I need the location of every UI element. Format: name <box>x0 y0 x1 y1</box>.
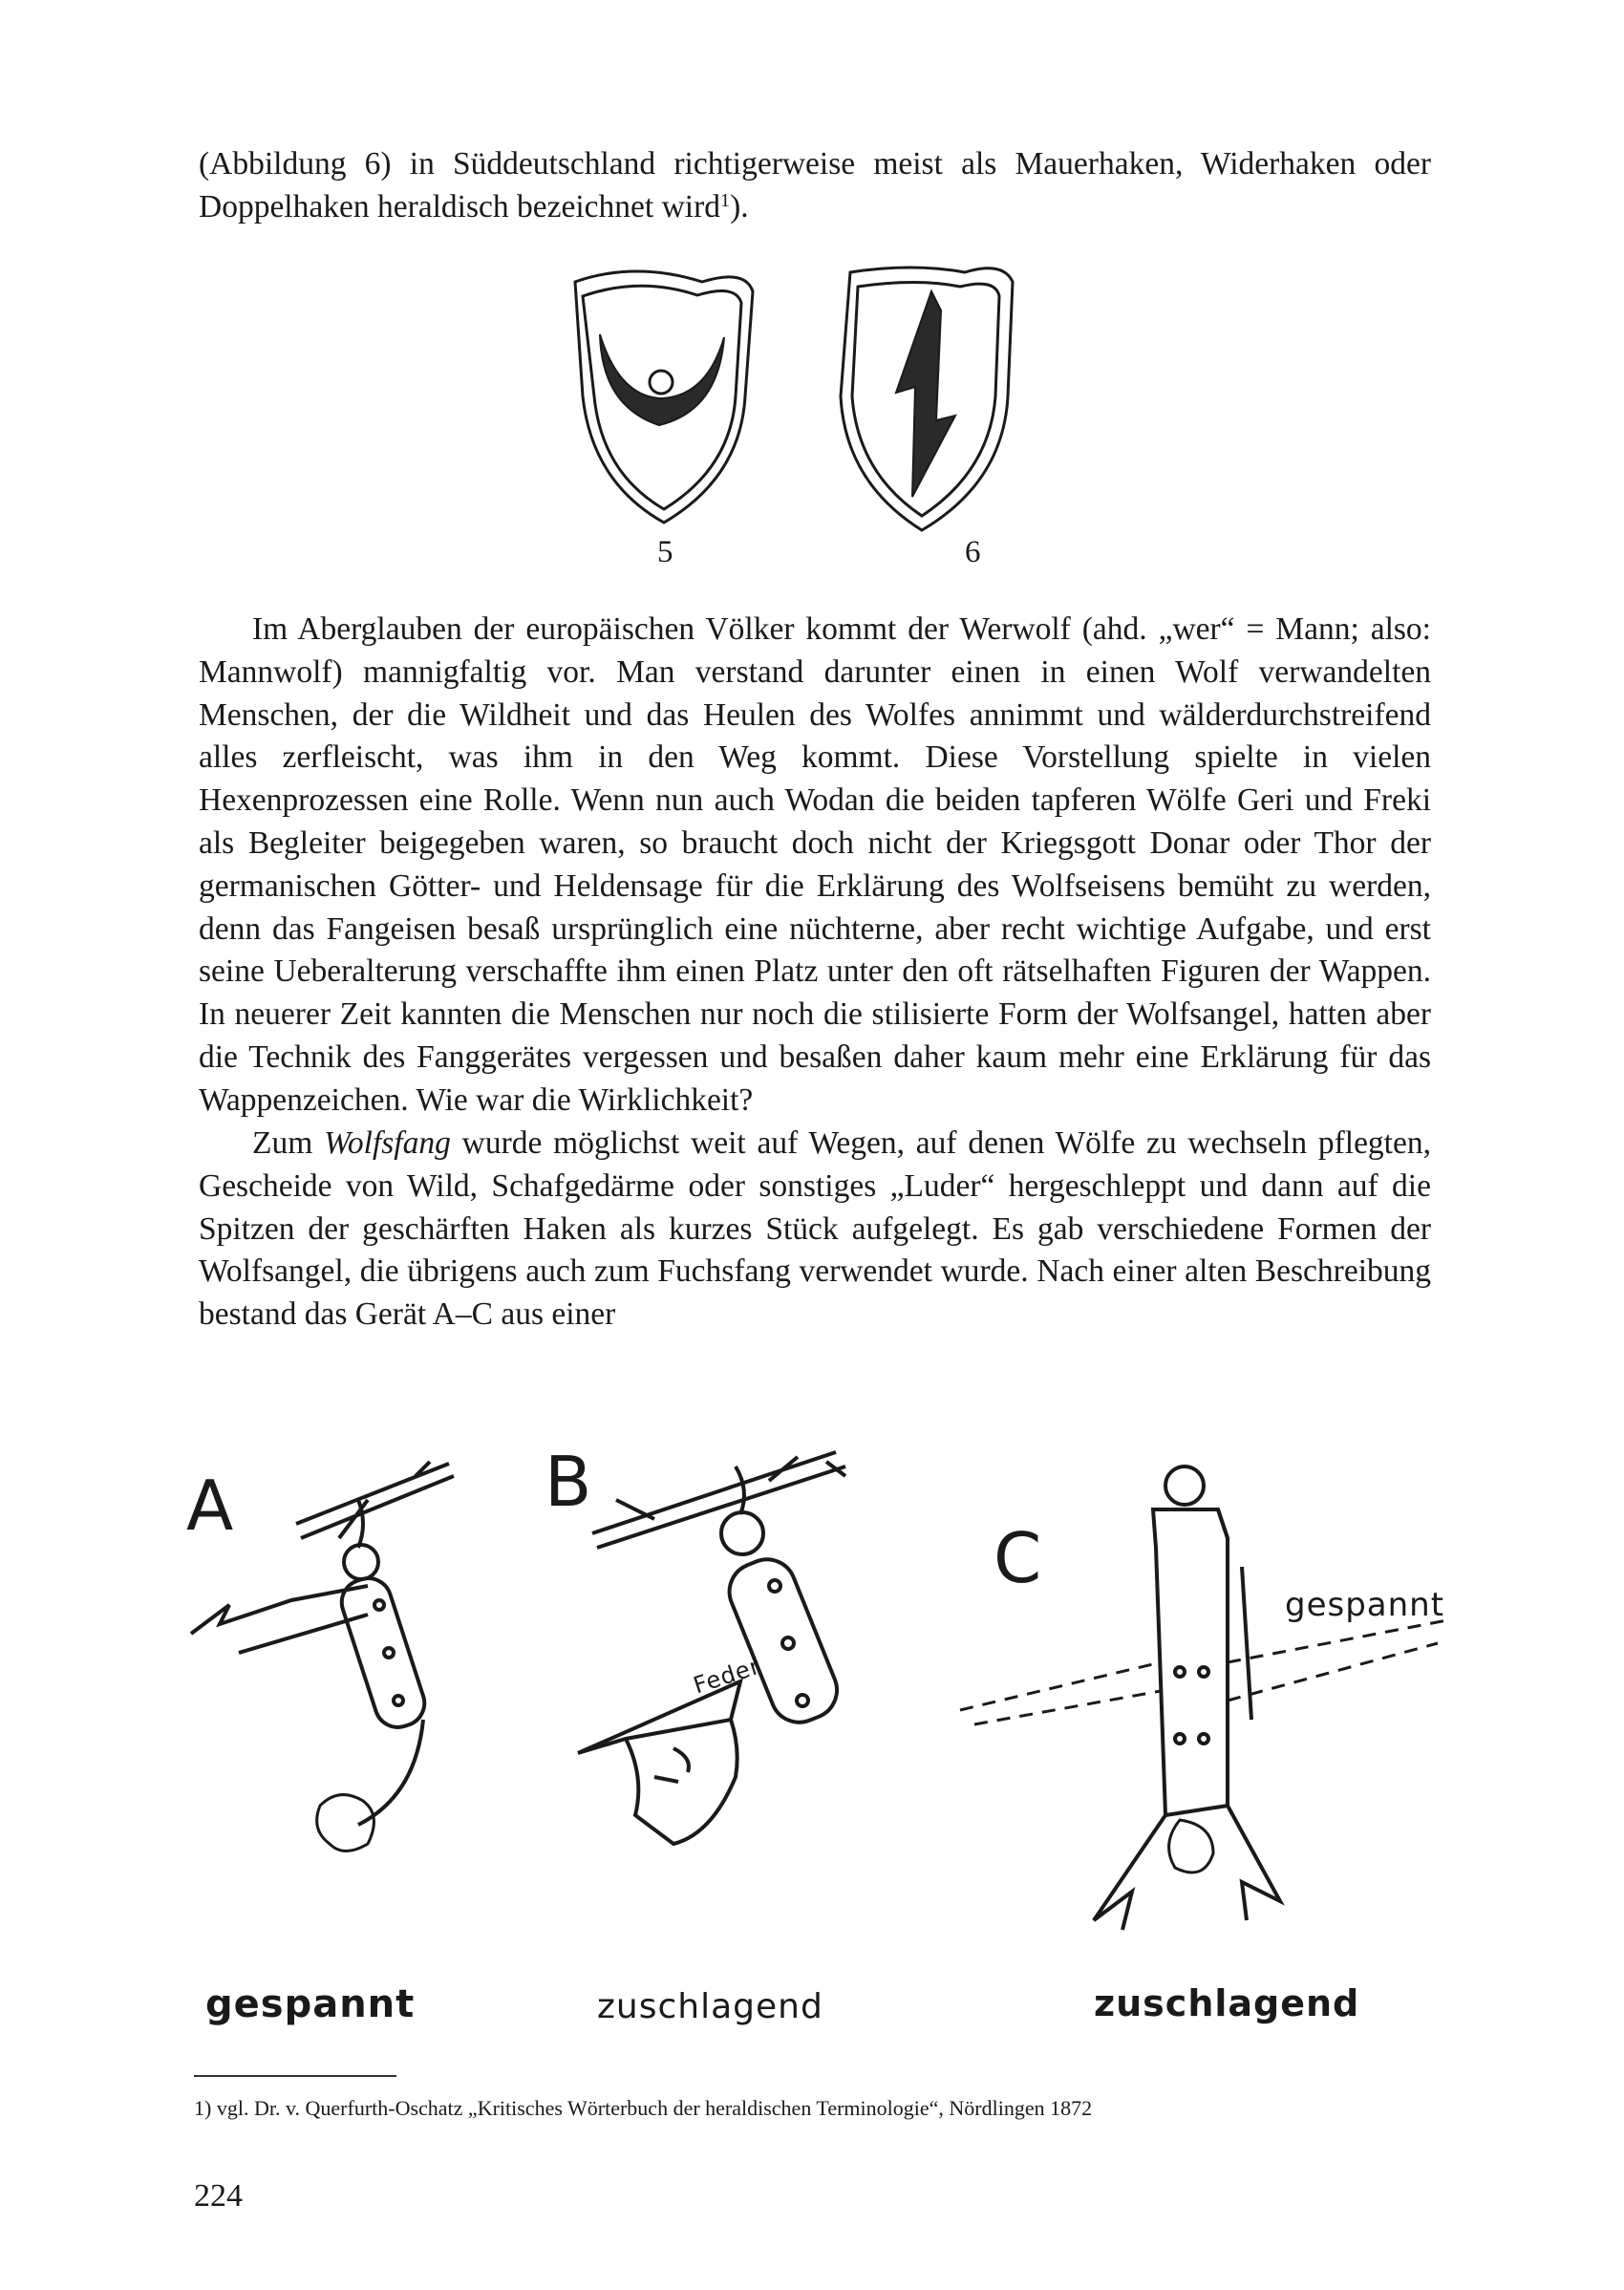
trap-b-spring-label: Feder <box>690 1652 764 1700</box>
paragraph-werwolf-text: Im Aberglauben der europäischen Völker kommt der Werwolf (ahd. „wer“ = Mann; also: Mannwolf) mannigfaltig vor. Man verstand darunter einen in einen Wolf verwandelten Menschen, der die Wildheit und das Heulen des Wolfes annimmt und wälderdurchstreifend alles zerfleischt, was ihm in den Weg kommt. Diese Vorstellung spielte in vielen Hexenprozessen eine Rolle. Wenn nun auch Wodan die beiden tapferen Wölfe Geri und Freki als Begleiter beigegeben waren, so braucht doch nicht der Kriegsgott Donar oder Thor der germanischen Götter- und Heldensage für die Erklärung des Wolfseisens bemüht zu werden, denn das Fangeisen besaß ursprünglich eine nüchterne, aber recht wichtige Aufgabe, und erst seine Ueberalterung verschaffte ihm einen Platz unter den oft rätselhaften Figuren der Wappen. In neuerer Zeit kannten die Menschen nur noch die stilisierte Form der Wolfsangel, hatten aber die Technik des Fanggerätes vergessen und besaßen daher kaum mehr eine Erklärung für das Wappenzeichen. Wie war die Wirklichkeit? <box>199 611 1431 1118</box>
paragraph-wolfsfang <box>199 1123 1431 1337</box>
trap-drawings <box>177 1433 1476 1968</box>
footnote-divider <box>194 2075 396 2077</box>
paragraph-intro-text: (Abbildung 6) in Süddeutschland richtigerweise meist als Mauerhaken, Widerhaken oder Doppelhaken heraldisch bezeichnet wird <box>199 146 1431 225</box>
trap-c-state-label: gespannt <box>1285 1586 1445 1624</box>
trap-c-letter: C <box>994 1518 1042 1598</box>
trap-c-caption: zuschlagend <box>1094 1982 1360 2024</box>
shields-figure <box>554 253 1089 568</box>
trap-b-caption: zuschlagend <box>597 1987 823 2026</box>
paragraph-werwolf <box>199 609 1431 1123</box>
paragraph-intro <box>199 143 1431 229</box>
page-number: 224 <box>194 2178 243 2214</box>
footnote-ref: 1 <box>720 189 731 211</box>
footnote: 1) vgl. Dr. v. Querfurth-Oschatz „Kritisches Wörterbuch der heraldischen Terminologie“, Nördlingen 1872 <box>194 2096 1093 2120</box>
trap-b-drawing <box>578 1452 845 1844</box>
shield-6-wolfsangel <box>841 268 1013 530</box>
paragraph-wolfsfang-rest: wurde möglichst weit auf Wegen, auf denen Wölfe zu wechseln pflegten, Gescheide von Wild, Schafgedärme oder sonstiges „Luder“ hergeschleppt und dann auf die Spitzen der geschärften Haken als kurzes Stück aufgelegt. Es gab verschiedene Formen der Wolfsangel, die übrigens auch zum Fuchsfang verwendet wurde. Nach einer alten Beschreibung bestand das Gerät A–C aus einer <box>199 1125 1431 1333</box>
trap-a-caption: gespannt <box>205 1982 416 2026</box>
wolfsangel-illustrations <box>177 1433 1476 2044</box>
figure-number-5: 5 <box>657 535 673 569</box>
trap-c-drawing <box>960 1466 1452 1930</box>
term-wolfsfang: Wolfsfang <box>324 1125 451 1161</box>
trap-a-letter: A <box>186 1466 234 1546</box>
shield-5-crescent <box>575 271 753 523</box>
paragraph-intro-end: ). <box>730 188 749 225</box>
trap-a-drawing <box>191 1462 454 1851</box>
figure-number-6: 6 <box>965 535 981 569</box>
paragraph-wolfsfang-start: Zum <box>252 1125 325 1161</box>
trap-b-letter: B <box>545 1442 592 1522</box>
